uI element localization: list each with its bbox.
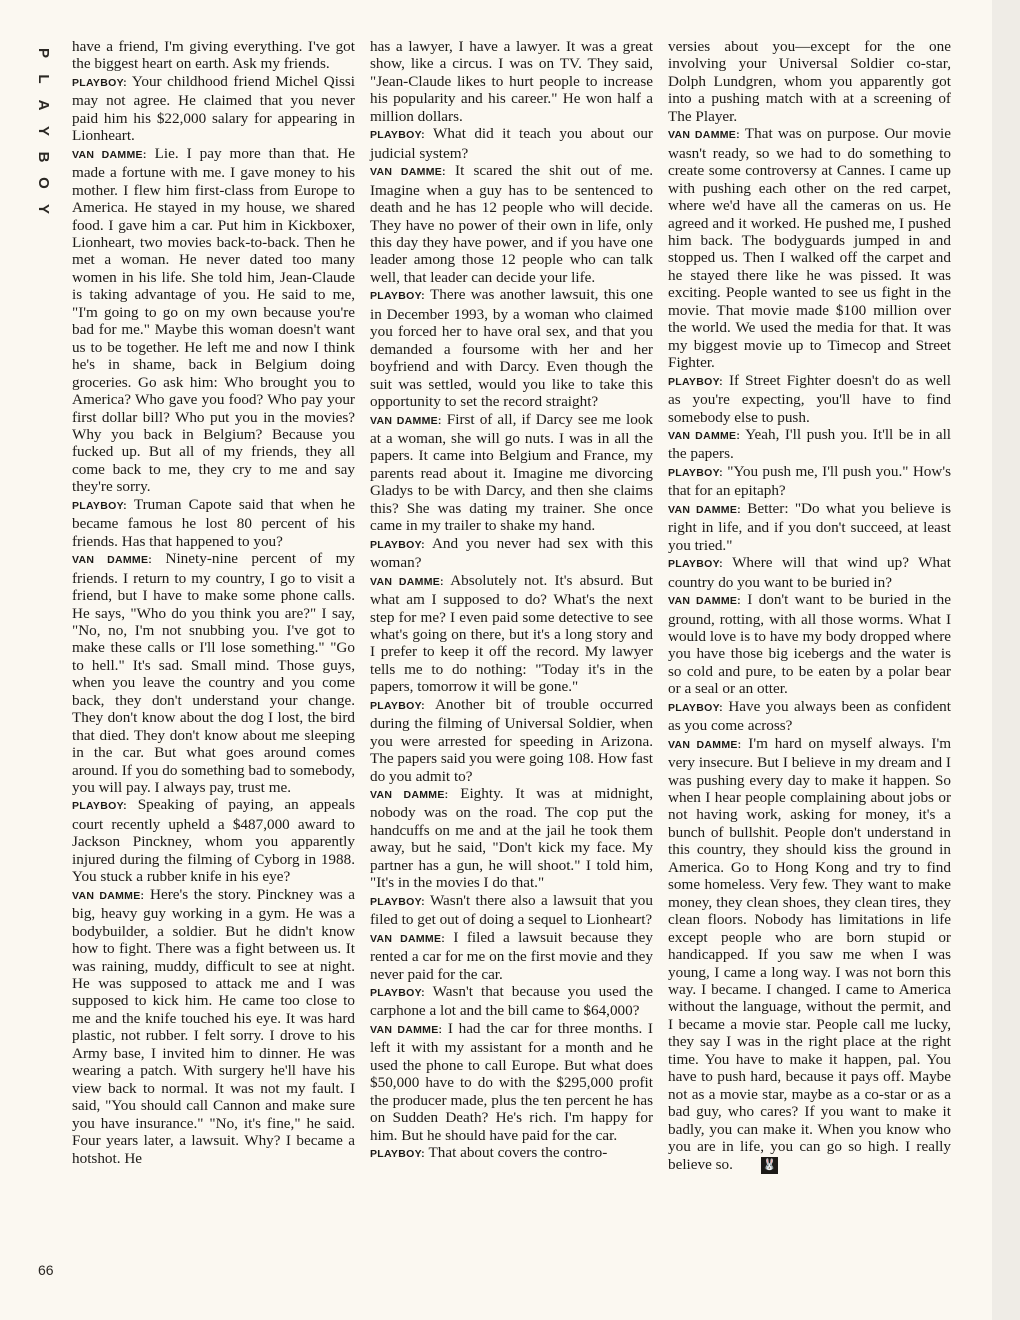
speaker-label: VAN DAMME: <box>72 148 147 161</box>
speaker-label: PLAYBOY: <box>370 129 425 142</box>
speaker-label: PLAYBOY: <box>370 699 425 712</box>
speaker-label: VAN DAMME: <box>668 503 741 516</box>
sidebar-letter: L <box>35 74 52 84</box>
paragraph <box>370 572 653 696</box>
paragraph <box>668 426 951 463</box>
speaker-label: PLAYBOY: <box>370 290 425 303</box>
paragraph <box>370 1144 653 1163</box>
paragraph <box>370 785 653 892</box>
paragraph-text: Speaking of paying, an appeals court recently upheld a $487,000 award to Jackson Pinckney, whom you apparently injured during the filming of Cyborg in 1988. You stuck a rubber knife in his eye? <box>72 796 355 886</box>
paragraph-text: That about covers the contro- <box>428 1144 608 1162</box>
paragraph-text: That was on purpose. Our movie wasn't ready, so we had to do something to create some controversy at Cannes. I came up with pushing each other on the red carpet, where we'd have all the cameras on us. He agreed and it worked. He pushed me, I pushed him back. The bodyguards jumped in and stopped us. Then I walked off the carpet and he stayed there like he was pissed. It was exciting. People wanted to see us fight in the movie. That movie made $100 million over the world. We used the media for that. It was my biggest movie up to Timecop and Street Fighter. <box>668 125 951 372</box>
speaker-label: VAN DAMME: <box>370 932 446 945</box>
paragraph <box>370 1020 653 1144</box>
paragraph-text: If Street Fighter doesn't do as well as you're expecting, you'll have to find somebody else to push. <box>668 371 951 426</box>
speaker-label: VAN DAMME: <box>72 889 145 902</box>
speaker-label: PLAYBOY: <box>72 76 127 89</box>
speaker-label: VAN DAMME: <box>370 575 444 588</box>
paragraph-text: I'm hard on myself always. I'm very insecure. But I believe in my dream and I was pushing every day to make it happen. So when I hear people complaining about jobs or not having work, asking for money, it's a bunch of bullshit. People don't understand in this country, they should kiss the ground in America. Go to Hong Kong and try to find some homeless. Very few. They want to make money, they clean shoes, they clean tires, they clean floors. Nobody has limitations in life except people who are born stupid or handicapped. If you saw me when I was young, I came a long way. I was not born this way. I became. I changed. I came to America without the language, without the permit, and I became a movie star. People call me lucky, they say I was in the right place at the right time. You have to make it happen, pal. You have to push hard, because it pays off. Maybe not as a movie star, maybe as a co-star or as a bad guy, who cares? If you want to make it badly, you can make it. When you know who you are in life, you can go so high. I really believe so. <box>668 734 952 1173</box>
paragraph-text: has a lawyer, I have a lawyer. It was a great show, like a circus. I was on TV. They said, "Jean-Claude likes to hurt people to increase his popularity and his career." He won half a million dollars. <box>370 38 653 125</box>
paragraph-text: And you never had sex with this woman? <box>370 534 653 572</box>
paragraph <box>370 696 653 785</box>
paragraph-text: Eighty. It was at midnight, nobody was on the road. The cop put the handcuffs on me and at the jail he took them away, but he said, "Don't kick my face. My partner has a gun, he will shoot." I told him, "It's in the movies I do that." <box>370 785 654 892</box>
paragraph <box>370 535 653 572</box>
sidebar-letter: P <box>35 47 52 58</box>
sidebar-letter: B <box>35 151 52 163</box>
paragraph <box>72 145 355 496</box>
paragraph-text: I filed a lawsuit because they rented a car for me on the first movie and they never paid for the car. <box>370 928 653 983</box>
paragraph-text: Absolutely not. It's absurd. But what am I supposed to do? What's the next step for me? I even paid some detective to see what's going on there, but it's a long story and I prefer to keep it off the record. My lawyer tells me to do nothing: "Today it's in the papers, tomorrow it will be gone." <box>370 571 653 696</box>
paragraph-text: I don't want to be buried in the ground, rotting, with all those worms. What I would love is to have my body dropped where you have those big icebergs and the water is so cold and pure, to be eaten by a polar bear or a seal or an otter. <box>668 591 952 698</box>
paragraph <box>72 886 355 1167</box>
paragraph <box>370 983 653 1020</box>
speaker-label: PLAYBOY: <box>370 1148 425 1161</box>
speaker-label: PLAYBOY: <box>668 701 723 714</box>
paragraph <box>72 38 355 73</box>
paragraph <box>668 125 951 371</box>
bunny-end-mark-icon: 🐰 <box>761 1157 778 1174</box>
paragraph-text: Truman Capote said that when he became famous he lost 80 percent of his friends. Has that happened to you? <box>72 495 355 550</box>
paragraph <box>668 591 951 698</box>
speaker-label: PLAYBOY: <box>668 558 723 571</box>
speaker-label: VAN DAMME: <box>668 429 741 442</box>
paragraph <box>370 38 653 125</box>
speaker-label: VAN DAMME: <box>370 414 442 427</box>
paragraph <box>668 372 951 426</box>
paragraph <box>668 463 951 500</box>
paragraph-text: What did it teach you about our judicial system? <box>370 125 653 162</box>
paragraph <box>370 125 653 162</box>
sidebar-letter: Y <box>35 125 52 136</box>
magazine-sidebar <box>28 40 58 222</box>
paragraph-text: Better: "Do what you believe is right in life, and if you don't succeed, at least you tried." <box>668 499 952 554</box>
page-edge <box>992 0 1020 1320</box>
page-number: 66 <box>38 1262 54 1278</box>
speaker-label: VAN DAMME: <box>72 554 153 567</box>
speaker-label: VAN DAMME: <box>370 1023 443 1036</box>
paragraph-text: First of all, if Darcy see me look at a woman, she will go nuts. I was in all the papers. It came into Belgium and France, my parents read about it. Imagine me divorcing Gladys to be with Darcy, and then she claims this? She was dating my trainer. She once came in my trailer to shake my hand. <box>370 410 654 535</box>
paragraph <box>370 162 653 286</box>
paragraph <box>668 38 951 125</box>
speaker-label: PLAYBOY: <box>370 538 425 551</box>
speaker-label: PLAYBOY: <box>668 466 723 479</box>
sidebar-letter: O <box>35 177 52 189</box>
paragraph <box>72 796 355 885</box>
speaker-label: PLAYBOY: <box>370 987 425 1000</box>
paragraph-text: "You push me, I'll push you." How's that for an epitaph? <box>668 462 952 500</box>
paragraph <box>668 698 951 735</box>
speaker-label: VAN DAMME: <box>668 738 742 751</box>
paragraph-text: Wasn't that because you used the carphone a lot and the bill came to $64,000? <box>370 983 653 1020</box>
speaker-label: VAN DAMME: <box>668 595 741 608</box>
sidebar-letter: A <box>35 99 52 111</box>
paragraph-text: Your childhood friend Michel Qissi may not agree. He claimed that you never paid him his $22,000 salary for appearing in Lionheart. <box>72 72 356 145</box>
paragraph <box>72 496 355 550</box>
speaker-label: VAN DAMME: <box>668 129 740 142</box>
paragraph-text: Have you always been as confident as you come across? <box>668 697 951 735</box>
paragraph <box>370 411 653 535</box>
column-1 <box>72 38 355 1167</box>
sidebar-letter: Y <box>35 203 52 214</box>
paragraph-text: Here's the story. Pinckney was a big, heavy guy working in a gym. He was a bodybuilder, a soldier. But he didn't know how to fight. There was a fight between us. It was raining, muddy, difficult to see at night. He was supposed to attack me and I was supposed to kick him. He came too close to me and the knife touched his eye. It was hard plastic, not rubber. I felt sorry. I drove to his Army base, I invited him to dinner. He was wearing a patch. With surgery he'll have his view back to normal. It was not my fault. I said, "You should call Cannon and make sure you have insurance." "No, it's fine," he said. Four years later, a lawsuit. Why? I became a hotshot. He <box>72 885 356 1167</box>
paragraph-text: versies about you—except for the one involving your Universal Soldier co-star, Dolph Lundgren, whom you apparently got into a pushing match with at a screening of The Player. <box>668 38 951 125</box>
paragraph <box>668 554 951 591</box>
speaker-label: PLAYBOY: <box>72 499 127 512</box>
speaker-label: VAN DAMME: <box>370 789 449 802</box>
paragraph-text: Yeah, I'll push you. It'll be in all the papers. <box>668 425 952 463</box>
speaker-label: PLAYBOY: <box>72 800 127 813</box>
paragraph-text: Ninety-nine percent of my friends. I return to my country, I go to visit a friend, but I have to make some phone calls. He says, "Who do you think you are?" I say, "No, no, I'm not snubbing you. I've got to make these calls or I'll lose something." "Go to hell." It's sad. Small mind. Those guys, when you leave the country and you come back, they don't understand your change. They don't know about the dog I lost, the bird that died. They don't know about me sleeping in the car. But what goes around comes around. If you do something bad to somebody, you will pay. I always pay, trust me. <box>72 550 355 797</box>
paragraph-text: There was another lawsuit, this one in December 1993, by a woman who claimed you forced her to have oral sex, and that you demanded a foursome with her and her boyfriend and with Darcy. Even though the suit was settled, would you like to take this opportunity to set the record straight? <box>370 286 653 411</box>
column-3 <box>668 38 951 1174</box>
speaker-label: PLAYBOY: <box>370 895 425 908</box>
paragraph <box>370 929 653 983</box>
paragraph <box>370 286 653 410</box>
paragraph <box>668 500 951 554</box>
paragraph <box>668 735 951 1174</box>
paragraph-text: It scared the shit out of me. Imagine when a guy has to be sentenced to death and he has 12 people who will decide. They have no power of their own in life, only this day they have power, and if you have one leader among those 12 people who can talk well, that leader can decide your life. <box>370 162 654 286</box>
paragraph <box>72 550 355 796</box>
paragraph-text: Another bit of trouble occurred during the filming of Universal Soldier, when you were arrested for speeding in Arizona. The papers said you were going 108. How fast do you admit to? <box>370 695 654 785</box>
paragraph-text: have a friend, I'm giving everything. I've got the biggest heart on earth. Ask my friends. <box>72 38 355 73</box>
column-2 <box>370 38 653 1164</box>
paragraph-text: I had the car for three months. I left it with my assistant for a month and he used the phone to call Europe. But what does $50,000 have to do with the $295,000 profit the producer made, plus the ten percent he has on Sudden Death? He's rich. I'm happy for him. But he should have paid for the car. <box>370 1019 653 1144</box>
paragraph <box>370 892 653 929</box>
paragraph-text: Wasn't there also a lawsuit that you filed to get out of doing a sequel to Lionheart? <box>370 891 653 929</box>
speaker-label: PLAYBOY: <box>668 375 723 388</box>
paragraph-text: Where will that wind up? What country do you want to be buried in? <box>668 554 951 591</box>
paragraph-text: Lie. I pay more than that. He made a fortune with me. I gave money to his mother. I flew him first-class from Europe to America. He stayed in my house, we shared food. I gave him a car. Put him in Kickboxer, Lionheart, two movies back-to-back. Then he met a woman. He never dated too many women in his life. She told him, Jean-Claude is taking advantage of you. He said to me, "I'm going to go on my own because you're bad for me." Maybe this woman doesn't want us to be together. He left me and now I think he's in shame, back in Belgium doing groceries. Go ask him: Who brought you to America? Who gave you food? Who pay your first dollar bill? Who put you in the movies? Why you back in Belgium? Because you fucked up. But all of my friends, they all come back to me, they cry to me and say they're sorry. <box>72 144 356 496</box>
paragraph <box>72 73 355 145</box>
speaker-label: VAN DAMME: <box>370 166 446 179</box>
